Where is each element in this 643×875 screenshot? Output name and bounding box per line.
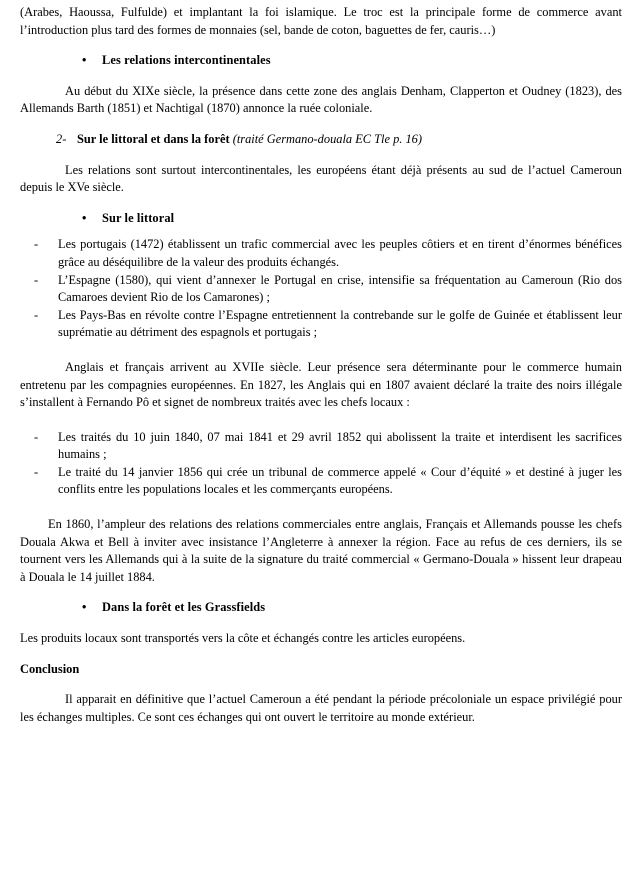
list-item <box>20 307 622 342</box>
spacer <box>20 118 622 131</box>
bullet-icon: • <box>82 53 87 68</box>
spacer <box>20 227 622 236</box>
list-item-text: Les portugais (1472) établissent un trafic commercial avec les peuples côtiers et en tirent d’énormes bénéfices grâce au déséquilibre de la valeur des produits échangés. <box>58 237 622 269</box>
spacer <box>20 586 622 599</box>
paragraph-troc: (Arabes, Haoussa, Fulfulde) et implantant la foi islamique. Le troc est la principale forme de commerce avant l’introduction plus tard des formes de monnaies (sel, bande de coton, baguettes de fer, cauris…) <box>20 5 622 37</box>
spacer <box>20 342 622 359</box>
heading-number: 2- <box>56 131 67 146</box>
list-item <box>20 429 622 464</box>
heading-label: Sur le littoral et dans la forêt <box>77 131 230 146</box>
spacer <box>20 70 622 83</box>
heading-dans-la-foret-et-les-grassfields <box>20 599 622 617</box>
spacer <box>20 648 622 661</box>
heading-les-relations-intercontinentales <box>20 52 622 70</box>
heading-sur-le-littoral <box>20 210 622 228</box>
paragraph-en-1860: En 1860, l’ampleur des relations des relations commerciales entre anglais, Français et Allemands pousse les chefs Douala Akwa et Bell à inviter avec insistance l’Angleterre à annexer la région. Face au refus de ces derniers, ils se tournent vers les Allemands qui à la suite de la signature du traité commercial « Germano-Douala » hissent leur drapeau à Douala le 14 juillet 1884. <box>20 517 622 584</box>
list-item-text: L’Espagne (1580), qui vient d’annexer le Portugal en crise, intensifie sa fréquentation au Cameroun (Rio dos Camaroes devient Rio de los Camarones) ; <box>58 272 622 305</box>
list-item <box>20 464 622 499</box>
heading-note <box>230 132 422 146</box>
list-item <box>20 236 622 271</box>
list-item-text: Le traité du 14 janvier 1856 qui crée un tribunal de commerce appelé « Cour d’équité » et destiné à juger les conflits entre les populations locales et les commerçants européens. <box>58 464 622 497</box>
list-traites <box>20 429 622 499</box>
list-item <box>20 272 622 307</box>
list-puissances-europeennes <box>20 236 622 342</box>
spacer <box>20 678 622 691</box>
heading-note-text: (traité Germano-douala EC Tle p. 16) <box>232 131 422 146</box>
heading-label: Sur le littoral <box>102 210 175 225</box>
paragraph-xixe-siecle: Au début du XIXe siècle, la présence dans cette zone des anglais Denham, Clapperton et Oudney (1823), des Allemands Barth (1851) et Nachtigal (1870) annonce la ruée coloniale. <box>20 83 622 116</box>
spacer <box>20 39 622 52</box>
dash-icon: - <box>34 237 39 252</box>
spacer <box>20 197 622 210</box>
heading-sur-le-littoral-et-dans-la-foret <box>20 131 622 149</box>
paragraph-relations-intercontinentales: Les relations sont surtout intercontinentales, les européens étant déjà présents au sud de l’actuel Cameroun depuis le XVe siècle. <box>20 162 622 195</box>
paragraph-anglais-et-francais: Anglais et français arrivent au XVIIe siècle. Leur présence sera déterminante pour le commerce humain entretenu par les compagnies européennes. En 1827, les Anglais qui en 1807 avaient déclaré la traite des noirs illégale s’installent à Fernando Pô et signet de nombreux traités avec les chefs locaux : <box>20 359 622 410</box>
heading-label: Dans la forêt et les Grassfields <box>102 600 266 615</box>
spacer <box>20 617 622 630</box>
paragraph-conclusion: Il apparait en définitive que l’actuel Cameroun a été pendant la période précoloniale un espace privilégié pour les échanges multiples. Ce sont ces échanges qui ont ouvert le territoire au monde extérieur. <box>20 692 622 724</box>
spacer <box>20 499 622 516</box>
bullet-icon: • <box>82 600 87 615</box>
heading-conclusion: Conclusion <box>20 661 80 676</box>
heading-label: Les relations intercontinentales <box>102 53 271 68</box>
spacer <box>20 149 622 162</box>
dash-icon: - <box>34 464 39 479</box>
dash-icon: - <box>34 307 39 322</box>
paragraph-produits-locaux: Les produits locaux sont transportés vers la côte et échangés contre les articles européens. <box>20 631 466 646</box>
spacer <box>20 412 622 429</box>
bullet-icon: • <box>82 210 87 225</box>
dash-icon: - <box>34 272 39 287</box>
list-item-text: Les traités du 10 juin 1840, 07 mai 1841 et 29 avril 1852 qui abolissent la traite et interdisent les sacrifices humains ; <box>58 429 622 462</box>
list-item-text: Les Pays-Bas en révolte contre l’Espagne entretiennent la contrebande sur le golfe de Guinée et établissent leur suprématie au détriment des espagnols et portugais ; <box>58 307 622 340</box>
dash-icon: - <box>34 429 39 444</box>
